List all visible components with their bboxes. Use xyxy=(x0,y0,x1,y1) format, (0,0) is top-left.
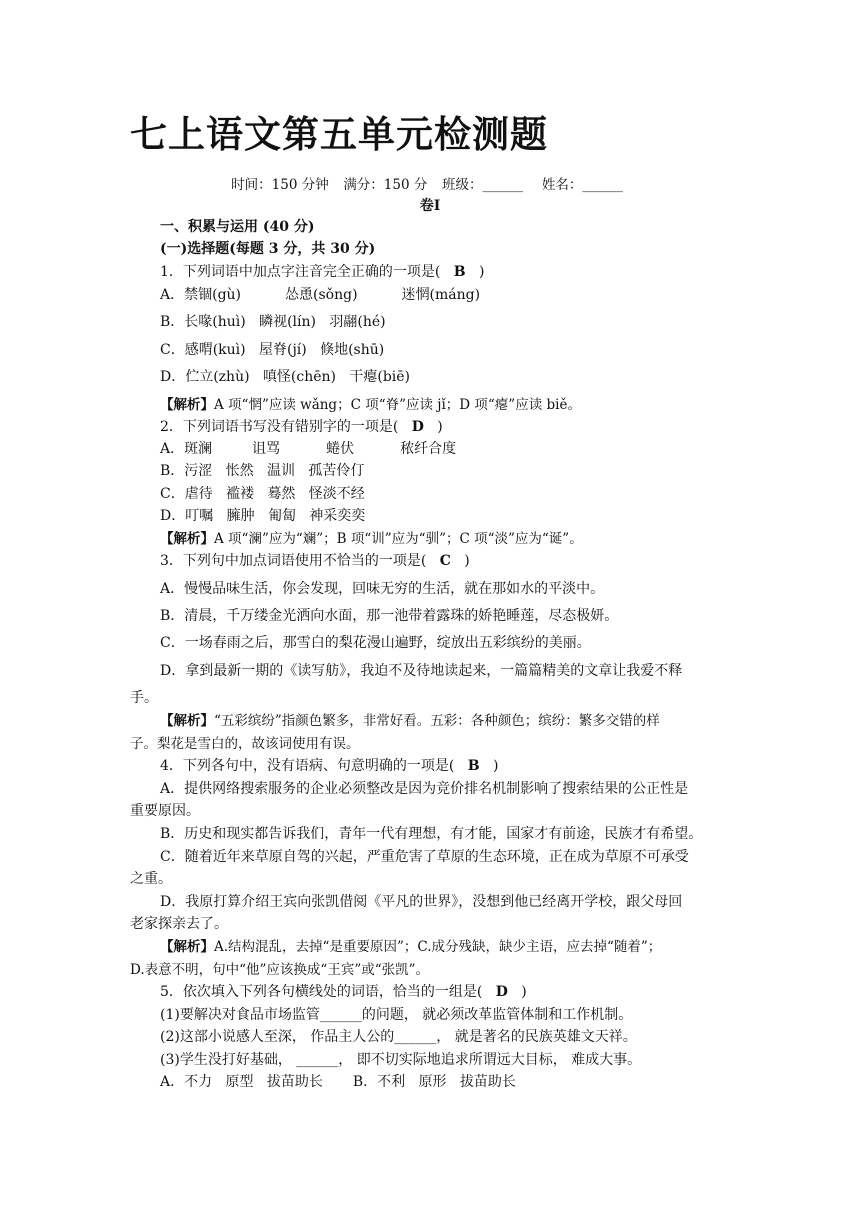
option-text: 神采奕奕 xyxy=(309,508,366,524)
option-a xyxy=(160,440,456,458)
option-text: 匍匐 xyxy=(267,508,296,524)
sentence-1: (1)要解决对食品市场监管______的问题， 就必须改革监管体制和工作机制。 xyxy=(160,1007,633,1023)
option-b xyxy=(160,313,386,331)
option-text: 孤苦伶仃 xyxy=(308,463,365,479)
analysis-continued: D.表意不明，句中“他”应该换成“王宾”或“张凯”。 xyxy=(130,962,430,978)
option-d-continued: 手。 xyxy=(130,690,158,706)
page-title: 七上语文第五单元检测题 xyxy=(130,112,548,156)
analysis-label: 【解析】 xyxy=(160,397,214,413)
question-stem-text: 4．下列各句中，没有语病、句意明确的一项是( xyxy=(160,758,455,774)
option-text: 原型 xyxy=(225,1074,254,1090)
analysis-label: 【解析】 xyxy=(160,939,214,955)
analysis-text: “五彩缤纷”指颜色繁多，非常好看。五彩：各种颜色；缤纷：繁多交错的样 xyxy=(214,713,660,729)
question-3-stem xyxy=(160,552,470,570)
option-text: 怅然 xyxy=(225,463,254,479)
option-text: D．伫立(zhù) xyxy=(160,369,250,385)
option-text: 怪淡不经 xyxy=(308,486,365,502)
option-a xyxy=(160,286,480,304)
option-text: 嗔怪(chēn) xyxy=(262,369,337,385)
analysis xyxy=(160,530,583,548)
question-stem-text: 1．下列词语中加点字注音完全正确的一项是( xyxy=(160,264,441,280)
option-text: 羽翮(hé) xyxy=(329,314,386,330)
option-text: 原形 xyxy=(418,1074,447,1090)
exam-info xyxy=(0,173,860,193)
option-c-continued: 之重。 xyxy=(130,871,172,887)
question-stem-close: ) xyxy=(478,264,485,280)
question-stem-close: ) xyxy=(521,984,527,1000)
option-a: A．提供网络搜索服务的企业必须整改是因为竞价排名机制影响了搜索结果的公正性是 xyxy=(160,781,689,797)
question-5-stem xyxy=(160,983,527,1001)
answer-badge: C xyxy=(439,553,451,569)
option-text: 倏地(shū) xyxy=(320,342,385,358)
exam-score: 满分：150 分 xyxy=(343,177,428,193)
question-stem-close: ) xyxy=(437,419,443,435)
sentence-3: (3)学生没打好基础， ______， 即不切实际地追求所谓远大目标， 难成大事。 xyxy=(160,1052,642,1068)
option-text: A．禁锢(gù) xyxy=(160,287,242,303)
option-b: B．历史和现实都告诉我们，青年一代有理想，有才能，国家才有前途，民族才有希望。 xyxy=(160,826,703,842)
question-stem-close: ) xyxy=(464,553,470,569)
option-b xyxy=(160,462,364,480)
analysis-continued: 子。梨花是雪白的，故该词使用有误。 xyxy=(130,736,360,752)
sentence-2: (2)这部小说感人至深， 作品主人公的______， 就是著名的民族英雄文天祥。 xyxy=(160,1029,637,1045)
option-text: 蜷伏 xyxy=(326,441,355,457)
answer-badge: B xyxy=(453,264,466,280)
option-text: 臃肿 xyxy=(226,508,255,524)
exam-name: 姓名：______ xyxy=(541,177,623,193)
subsection-heading: (一)选择题(每题 3 分，共 30 分) xyxy=(160,241,376,257)
answer-badge: D xyxy=(495,984,508,1000)
option-text: 拔苗助长 xyxy=(266,1074,323,1090)
option-text: 迷惘(máng) xyxy=(401,287,481,303)
option-text: B．长喙(huì) xyxy=(160,314,246,330)
option-text: 蓦然 xyxy=(267,486,296,502)
question-stem-text: 5．依次填入下列各句横线处的词语，恰当的一组是( xyxy=(160,984,483,1000)
option-text: 诅骂 xyxy=(252,441,281,457)
analysis xyxy=(160,938,661,956)
option-text: C．感喟(kuì) xyxy=(160,342,246,358)
question-stem-text: 2．下列词语书写没有错别字的一项是( xyxy=(160,419,399,435)
option-a-continued: 重要原因。 xyxy=(130,803,200,819)
option-b: B．清晨，千万缕金光洒向水面，那一池带着露珠的娇艳睡莲，尽态极妍。 xyxy=(160,608,619,624)
exam-class: 班级：______ xyxy=(441,177,523,193)
option-text: 干瘪(biē) xyxy=(349,369,411,385)
question-2-stem xyxy=(160,418,443,436)
question-stem-close: ) xyxy=(492,758,499,774)
option-text: C．虐待 xyxy=(160,486,213,502)
option-text: B．污涩 xyxy=(160,463,213,479)
option-text: A．斑澜 xyxy=(160,441,213,457)
analysis-text: A 项“澜”应为“斓”；B 项“训”应为“驯”；C 项“淡”应为“诞”。 xyxy=(214,531,583,547)
option-d: D．我原打算介绍王宾向张凯借阅《平凡的世界》，没想到他已经离开学校，跟父母回 xyxy=(160,894,683,910)
question-1-stem xyxy=(160,263,484,281)
analysis-text: A.结构混乱，去掉“是重要原因”；C.成分残缺，缺少主语，应去掉“随着”； xyxy=(214,939,662,955)
option-text: 褴褛 xyxy=(226,486,255,502)
question-4-stem xyxy=(160,757,498,775)
option-a: A．慢慢品味生活，你会发现，回味无穷的生活，就在那如水的平淡中。 xyxy=(160,581,605,597)
option-text: 拔苗助长 xyxy=(459,1074,516,1090)
option-text: B．不利 xyxy=(352,1074,406,1090)
option-d-continued: 老家探亲去了。 xyxy=(130,916,228,932)
option-d xyxy=(160,368,410,386)
answer-badge: B xyxy=(467,758,480,774)
section-heading: 一、积累与运用 (40 分) xyxy=(160,219,315,235)
option-c: C．一场春雨之后，那雪白的梨花漫山遍野，绽放出五彩缤纷的美丽。 xyxy=(160,635,591,651)
question-stem-text: 3．下列句中加点词语使用不恰当的一项是( xyxy=(160,553,427,569)
analysis xyxy=(160,712,660,730)
option-c xyxy=(160,485,365,503)
analysis-label: 【解析】 xyxy=(160,531,214,547)
exam-time: 时间：150 分钟 xyxy=(231,177,329,193)
option-text: 温训 xyxy=(267,463,296,479)
volume-label: 卷Ⅰ xyxy=(419,198,441,214)
option-d xyxy=(160,507,365,525)
option-text: A．不力 xyxy=(160,1074,213,1090)
option-d: D．拿到最新一期的《读写舫》，我迫不及待地读起来，一篇篇精美的文章让我爱不释 xyxy=(160,663,683,679)
analysis-text: A 项“惘”应读 wǎng；C 项“脊”应读 jǐ；D 项“瘪”应读 biě。 xyxy=(214,397,581,413)
option-text: 怂恿(sǒng) xyxy=(285,287,358,303)
option-c xyxy=(160,341,384,359)
option-c: C．随着近年来草原自驾的兴起，严重危害了草原的生态环境，正在成为草原不可承受 xyxy=(160,849,689,865)
option-text: D．叮嘱 xyxy=(160,508,214,524)
option-row xyxy=(160,1073,516,1091)
option-text: 瞵视(lín) xyxy=(259,314,316,330)
option-text: 秾纤合度 xyxy=(400,441,457,457)
answer-badge: D xyxy=(411,419,424,435)
analysis xyxy=(160,396,581,414)
analysis-label: 【解析】 xyxy=(160,713,214,729)
option-text: 屋脊(jí) xyxy=(258,342,307,358)
